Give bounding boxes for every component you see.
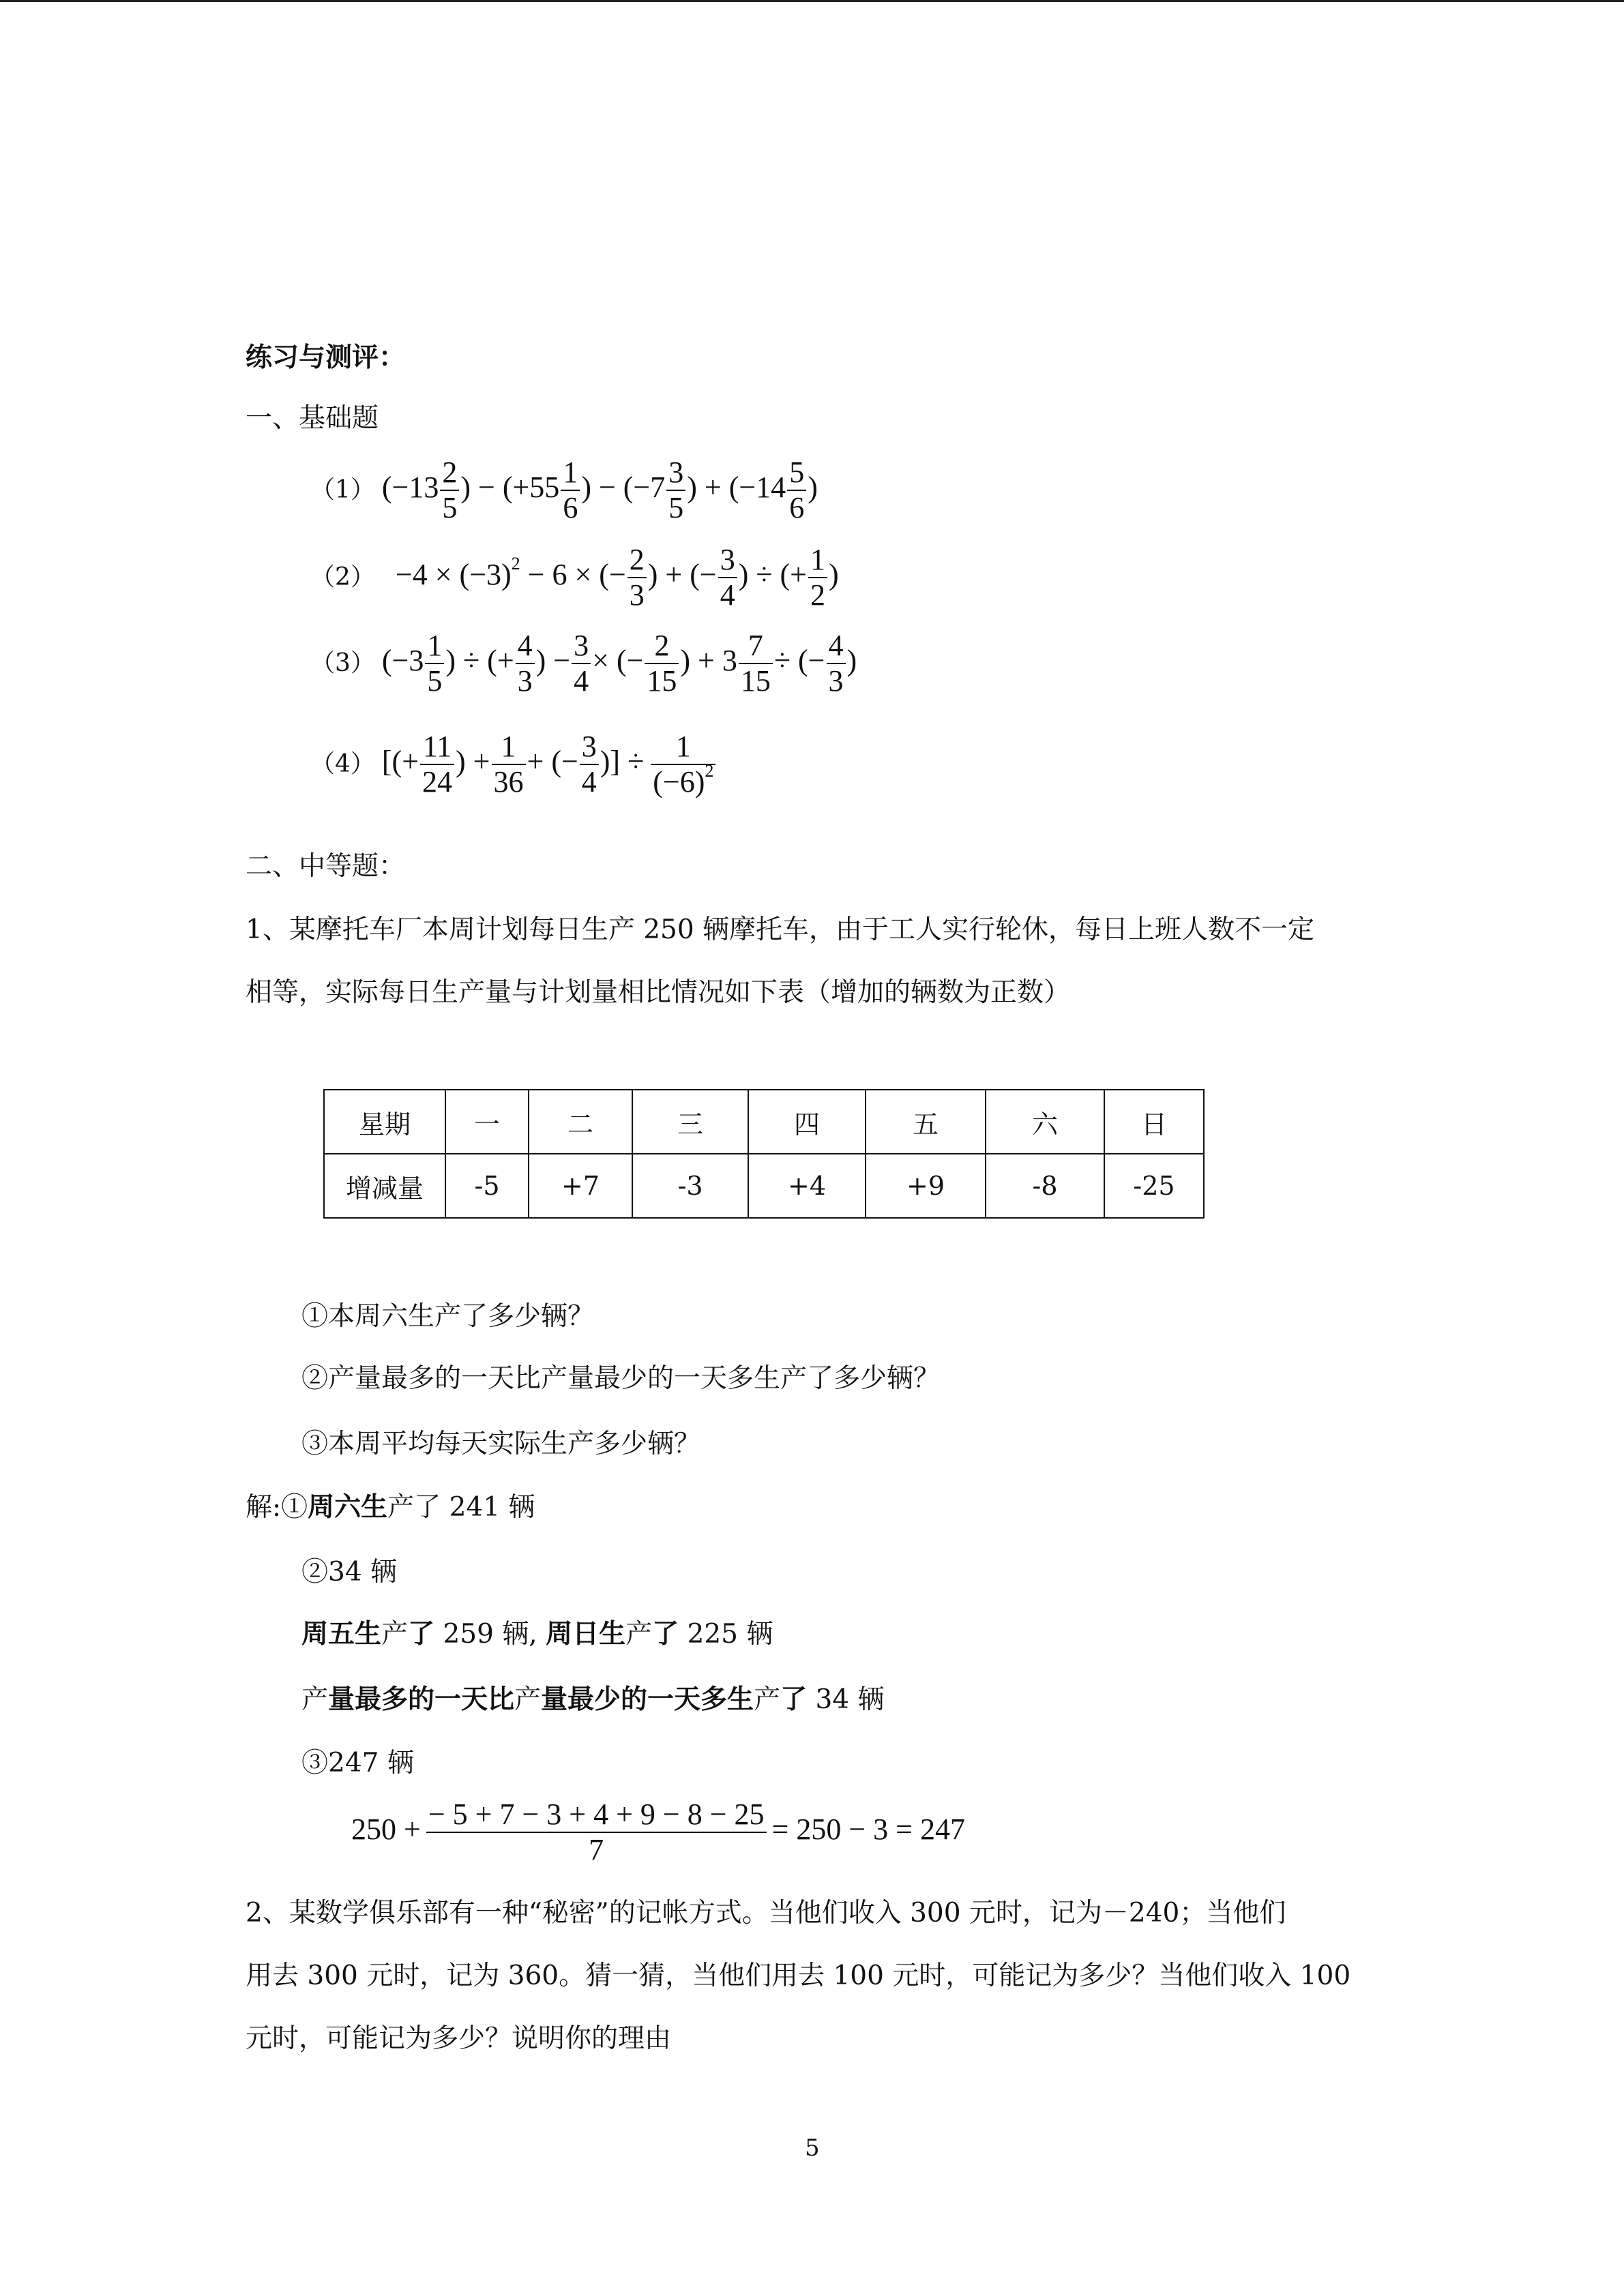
- sub-question-2: ②产量最多的一天比产量最少的一天多生产了多少辆？: [301, 1363, 941, 1394]
- sub-question-3: ③本周平均每天实际生产多少辆？: [301, 1429, 701, 1459]
- solution-line-1: 解:①周六生产了 241 辆: [246, 1491, 535, 1523]
- fraction: $\frac{4}{3}$: [516, 629, 535, 698]
- table-cell: 一: [445, 1090, 529, 1154]
- table-cell: 二: [529, 1090, 632, 1154]
- table-cell: 五: [866, 1090, 986, 1154]
- section-1-title: 一、基础题: [246, 403, 379, 434]
- fraction: $\frac{- 5 + 7 - 3 + 4 + 9 - 8 - 25}{7}$: [426, 1798, 767, 1867]
- fraction: $\frac{1}{2}$: [808, 543, 827, 612]
- fraction: $\frac{2}{5}$: [440, 456, 459, 525]
- section-2-title: 二、中等题：: [246, 851, 406, 882]
- table-cell: -5: [445, 1154, 529, 1218]
- fraction: $\frac{5}{6}$: [787, 456, 806, 525]
- solution-line-3: 周五生产了 259 辆, 周日生产了 225 辆: [301, 1618, 773, 1650]
- table-cell: -25: [1104, 1154, 1204, 1218]
- solution-line-5: ③247 辆: [301, 1748, 414, 1778]
- problem-1: （1） (−13 $\frac{2}{5}$ ) − (+55 $\frac{1}{6}$ ) − (−7 $\frac{3}{5}$ ) + (−14 $\frac{5}{6}$ ): [310, 456, 818, 524]
- table-cell: 增减量: [324, 1154, 445, 1218]
- fraction: $\frac{1}{36}$: [492, 730, 526, 799]
- fraction: $\frac{1}{(-6)^2}$: [651, 730, 715, 799]
- sub-question-1: ①本周六生产了多少辆？: [301, 1301, 595, 1332]
- solution-equation: 250 + $\frac{- 5 + 7 - 3 + 4 + 9 - 8 - 25}{7}$ = 250 − 3 = 247: [351, 1798, 965, 1866]
- table-cell: 星期: [324, 1090, 445, 1154]
- section-heading: 练习与测评：: [246, 342, 406, 373]
- table-header-row: [324, 1090, 1204, 1154]
- fraction: $\frac{2}{15}$: [645, 629, 679, 698]
- table-cell: 三: [632, 1090, 748, 1154]
- solution-line-2: ②34 辆: [301, 1557, 398, 1587]
- page-number: 5: [805, 2134, 820, 2162]
- production-table: [323, 1089, 1205, 1219]
- question-2-line-1: 2、某数学俱乐部有一种“秘密”的记帐方式。当他们收入 300 元时，记为－240；当他们: [246, 1898, 1286, 1928]
- problem-1-label: （1）: [310, 476, 375, 504]
- table-row: [324, 1154, 1204, 1218]
- question-2-line-2: 用去 300 元时，记为 360。猜一猜，当他们用去 100 元时，可能记为多少？当他们收入 100: [246, 1960, 1351, 1991]
- table-cell: -8: [986, 1154, 1104, 1218]
- fraction: $\frac{2}{3}$: [628, 543, 647, 612]
- fraction: $\frac{4}{3}$: [827, 629, 846, 698]
- problem-4: （4） [(+ $\frac{11}{24}$ ) + $\frac{1}{36}$ + (− $\frac{3}{4}$ )] ÷ $\frac{1}{(-6)^2}$: [310, 730, 717, 799]
- table-cell: 四: [748, 1090, 866, 1154]
- table-cell: 六: [986, 1090, 1104, 1154]
- question-2-line-3: 元时，可能记为多少？说明你的理由: [246, 2023, 672, 2054]
- question-1-line-2: 相等，实际每日生产量与计划量相比情况如下表（增加的辆数为正数）: [246, 977, 1071, 1008]
- problem-3: （3） (−3 $\frac{1}{5}$ ) ÷ (+ $\frac{4}{3}$ ) − $\frac{3}{4}$ × (− $\frac{2}{15}$ ) + 3 $\frac{7}{15}$ ÷ (− $\frac{4}{3}$ ): [310, 629, 857, 698]
- problem-2: $(2) -4 \times (-3)^2 - 6$ × (− $\frac{2}{3}$ ) + (− $\frac{3}{4}$ ) ÷ (+ $\frac{1}{2}$ ): [310, 543, 839, 612]
- fraction: $\frac{3}{4}$: [580, 730, 599, 799]
- fraction: $\frac{1}{5}$: [425, 629, 444, 698]
- fraction: $\frac{3}{4}$: [572, 629, 591, 698]
- table-cell: +4: [748, 1154, 866, 1218]
- table-cell: 日: [1104, 1090, 1204, 1154]
- fraction: $\frac{1}{6}$: [561, 456, 580, 525]
- table-cell: +9: [866, 1154, 986, 1218]
- fraction: $\frac{11}{24}$: [420, 730, 454, 799]
- solution-line-4: 产量最多的一天比产量最少的一天多生产了 34 辆: [301, 1684, 885, 1715]
- problem-4-label: （4）: [310, 750, 375, 778]
- fraction: $\frac{3}{5}$: [666, 456, 685, 525]
- question-1-line-1: 1、某摩托车厂本周计划每日生产 250 辆摩托车，由于工人实行轮休，每日上班人数不一定: [246, 914, 1315, 945]
- problem-2-label: （2）: [310, 563, 375, 591]
- top-border: [0, 0, 1624, 2]
- fraction: $\frac{7}{15}$: [739, 629, 773, 698]
- problem-3-label: （3）: [310, 649, 375, 677]
- fraction: $\frac{3}{4}$: [718, 543, 737, 612]
- table-cell: +7: [529, 1154, 632, 1218]
- table-cell: -3: [632, 1154, 748, 1218]
